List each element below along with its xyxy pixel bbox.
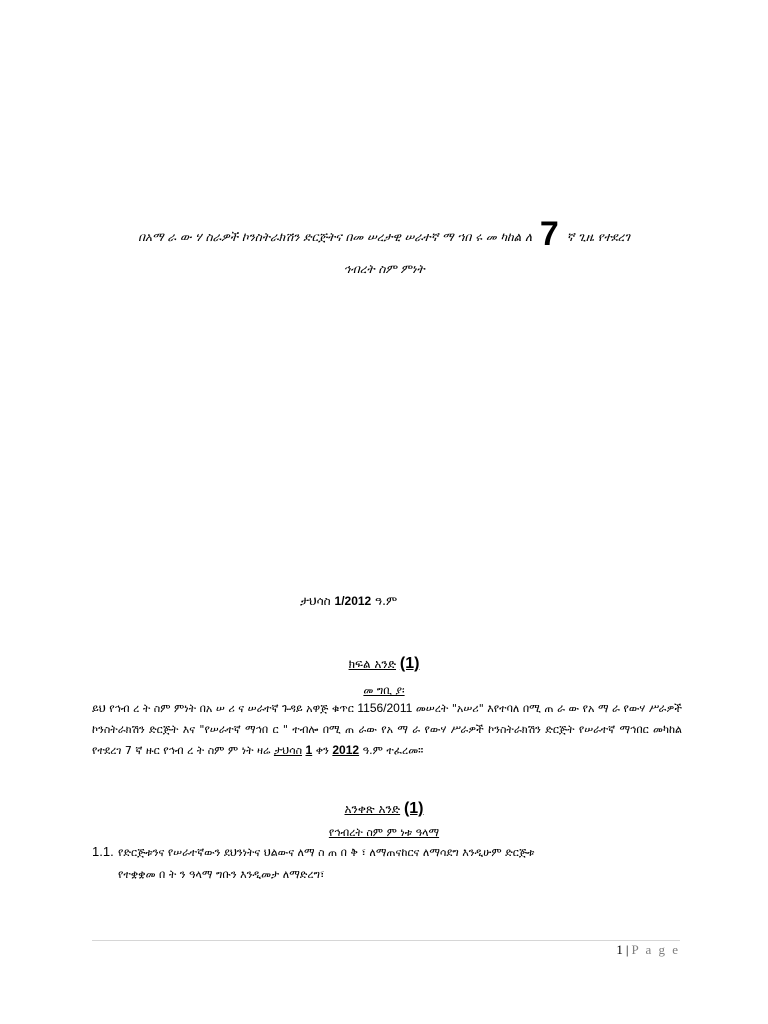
title-text-before: በአማ ራ ው ሃ ስራዎች ኮንስትራክሽን ድርጅትና በመ ሠረታዊ ሠራተኛ ማ ኀበ ሩ መ ካከል ለ [138, 230, 533, 244]
page-number: 1 [616, 942, 623, 957]
proclamation-number: 1156/2011 [357, 701, 413, 715]
date-suffix: ዓ.ም [375, 594, 398, 608]
date-month: ታህሳስ [300, 594, 331, 608]
page-label: P a g e [631, 942, 680, 957]
document-title-line-1 [0, 214, 768, 257]
page-footer [616, 942, 680, 958]
footer-divider [92, 940, 680, 941]
section-heading-text: ክፍል አንድ [348, 657, 397, 671]
article-heading-number: (1) [403, 800, 424, 817]
preamble-date-month: ታህሳስ [273, 744, 303, 757]
preamble-paragraph [92, 698, 682, 761]
title-round-number: 7 [539, 215, 559, 253]
list-item-line-2: የተቋቋመ በ ት ን ዓላማ ግቡን እንዲመታ ለማድረግ፣ [118, 868, 325, 881]
article-subheading [0, 826, 768, 840]
document-date [300, 594, 397, 609]
list-item [92, 841, 682, 886]
preamble-text: ዓ.ም ተፈረመ። [362, 744, 424, 757]
preamble-text: ቀን [315, 744, 329, 757]
document-title-line-2: ኅብረት ስም ምነት [343, 262, 425, 276]
list-item-line-1: የድርጅቱንና የሠራተኛውን ደህንነትና ህልውና ለማ ስ ጠ በ ቅ ፣ ለማጠናከርና ለማሳደግ እንዲሁም ድርጅቱ [118, 846, 535, 859]
list-item-number: 1.1. [92, 844, 114, 859]
date-value: 1/2012 [334, 594, 372, 608]
title-text-after: ኛ ጊዜ የተደረገ [566, 230, 630, 244]
preamble-date-day: 1 [305, 743, 313, 757]
article-heading [0, 800, 768, 818]
section-subheading-text: መ ግቢ ያ፡ [363, 684, 405, 697]
section-heading [0, 655, 768, 673]
article-heading-text: አንቀጽ አንድ [344, 802, 401, 816]
section-subheading [0, 684, 768, 698]
section-heading-number: (1) [399, 655, 420, 672]
preamble-text: መሠረት "አሠሪ" እየተባለ በሚ ጠ ራ ው የአ ማ ራ የውሃ ሥራዎች ኮንስትራክሽን ድርጅት እና "የሠራተኛ ማኅበ ር " ተብሎ በሚ ጠ ራው የአ ማ ራ የውሃ ሥራዎች ኮንስትራክሽን ድርጅት የሠራተኛ ማኅበር መካከል የተደረገ 7 ኛ ዙር የኅብ ረ ት ስም ም ነት ዛሬ [92, 702, 683, 757]
footer-separator: | [625, 942, 629, 957]
article-subheading-text: የኅብረት ስም ም ነቱ ዓላማ [328, 826, 440, 839]
preamble-date-year: 2012 [332, 743, 360, 757]
preamble-text: ይህ የኅብ ረ ት ስም ምነት በአ ሠ ሪ ና ሠራተኛ ጉዳይ አዋጅ ቁጥር [92, 702, 354, 715]
